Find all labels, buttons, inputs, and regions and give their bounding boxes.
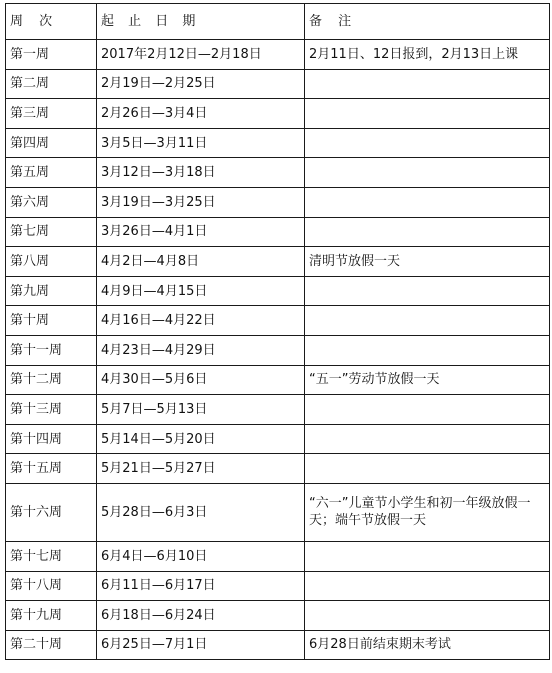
week-cell: 第十一周 <box>6 335 97 365</box>
table-row <box>6 158 550 188</box>
week-cell: 第四周 <box>6 128 97 158</box>
dates-cell: 4月30日—5月6日 <box>97 365 305 395</box>
dates-cell: 6月25日—7月1日 <box>97 630 305 660</box>
table-row <box>6 335 550 365</box>
dates-cell: 4月16日—4月22日 <box>97 306 305 336</box>
note-cell <box>305 601 550 631</box>
dates-cell: 3月26日—4月1日 <box>97 217 305 247</box>
dates-cell: 5月7日—5月13日 <box>97 395 305 425</box>
week-cell: 第十五周 <box>6 454 97 484</box>
table-row <box>6 247 550 277</box>
note-cell <box>305 276 550 306</box>
week-cell: 第五周 <box>6 158 97 188</box>
dates-cell: 3月19日—3月25日 <box>97 187 305 217</box>
dates-cell: 3月12日—3月18日 <box>97 158 305 188</box>
note-cell <box>305 571 550 601</box>
note-cell <box>305 99 550 129</box>
note-cell: “六一”儿童节小学生和初一年级放假一天；端午节放假一天 <box>305 483 550 541</box>
header-week: 周 次 <box>6 4 97 40</box>
dates-cell: 4月23日—4月29日 <box>97 335 305 365</box>
note-cell: 6月28日前结束期末考试 <box>305 630 550 660</box>
dates-cell: 2月19日—2月25日 <box>97 69 305 99</box>
school-calendar-table <box>5 3 550 660</box>
week-cell: 第十二周 <box>6 365 97 395</box>
note-cell <box>305 158 550 188</box>
note-cell: 2月11日、12日报到，2月13日上课 <box>305 40 550 70</box>
week-cell: 第二十周 <box>6 630 97 660</box>
week-cell: 第六周 <box>6 187 97 217</box>
table-header-row <box>6 4 550 40</box>
week-cell: 第十九周 <box>6 601 97 631</box>
week-cell: 第八周 <box>6 247 97 277</box>
table-row <box>6 276 550 306</box>
calendar-table-container <box>5 3 549 660</box>
table-row <box>6 306 550 336</box>
table-row <box>6 541 550 571</box>
note-cell: “五一”劳动节放假一天 <box>305 365 550 395</box>
table-row <box>6 601 550 631</box>
week-cell: 第十三周 <box>6 395 97 425</box>
note-cell <box>305 217 550 247</box>
dates-cell: 4月9日—4月15日 <box>97 276 305 306</box>
table-row <box>6 424 550 454</box>
note-cell <box>305 306 550 336</box>
table-row <box>6 99 550 129</box>
week-cell: 第十六周 <box>6 483 97 541</box>
table-row <box>6 483 550 541</box>
week-cell: 第十四周 <box>6 424 97 454</box>
header-notes: 备 注 <box>305 4 550 40</box>
note-cell <box>305 128 550 158</box>
week-cell: 第十周 <box>6 306 97 336</box>
note-cell <box>305 454 550 484</box>
week-cell: 第二周 <box>6 69 97 99</box>
table-row <box>6 187 550 217</box>
note-cell <box>305 541 550 571</box>
note-cell <box>305 335 550 365</box>
dates-cell: 3月5日—3月11日 <box>97 128 305 158</box>
week-cell: 第七周 <box>6 217 97 247</box>
week-cell: 第十八周 <box>6 571 97 601</box>
note-cell <box>305 424 550 454</box>
dates-cell: 6月18日—6月24日 <box>97 601 305 631</box>
dates-cell: 2017年2月12日—2月18日 <box>97 40 305 70</box>
table-row <box>6 69 550 99</box>
dates-cell: 5月14日—5月20日 <box>97 424 305 454</box>
note-cell <box>305 69 550 99</box>
dates-cell: 2月26日—3月4日 <box>97 99 305 129</box>
week-cell: 第三周 <box>6 99 97 129</box>
table-body <box>6 40 550 660</box>
table-row <box>6 395 550 425</box>
table-row <box>6 40 550 70</box>
dates-cell: 6月11日—6月17日 <box>97 571 305 601</box>
note-cell: 清明节放假一天 <box>305 247 550 277</box>
dates-cell: 5月28日—6月3日 <box>97 483 305 541</box>
week-cell: 第一周 <box>6 40 97 70</box>
dates-cell: 4月2日—4月8日 <box>97 247 305 277</box>
table-row <box>6 365 550 395</box>
note-cell <box>305 395 550 425</box>
dates-cell: 5月21日—5月27日 <box>97 454 305 484</box>
header-dates: 起 止 日 期 <box>97 4 305 40</box>
table-row <box>6 217 550 247</box>
week-cell: 第九周 <box>6 276 97 306</box>
table-row <box>6 571 550 601</box>
note-cell <box>305 187 550 217</box>
table-row <box>6 630 550 660</box>
week-cell: 第十七周 <box>6 541 97 571</box>
table-row <box>6 454 550 484</box>
dates-cell: 6月4日—6月10日 <box>97 541 305 571</box>
table-row <box>6 128 550 158</box>
